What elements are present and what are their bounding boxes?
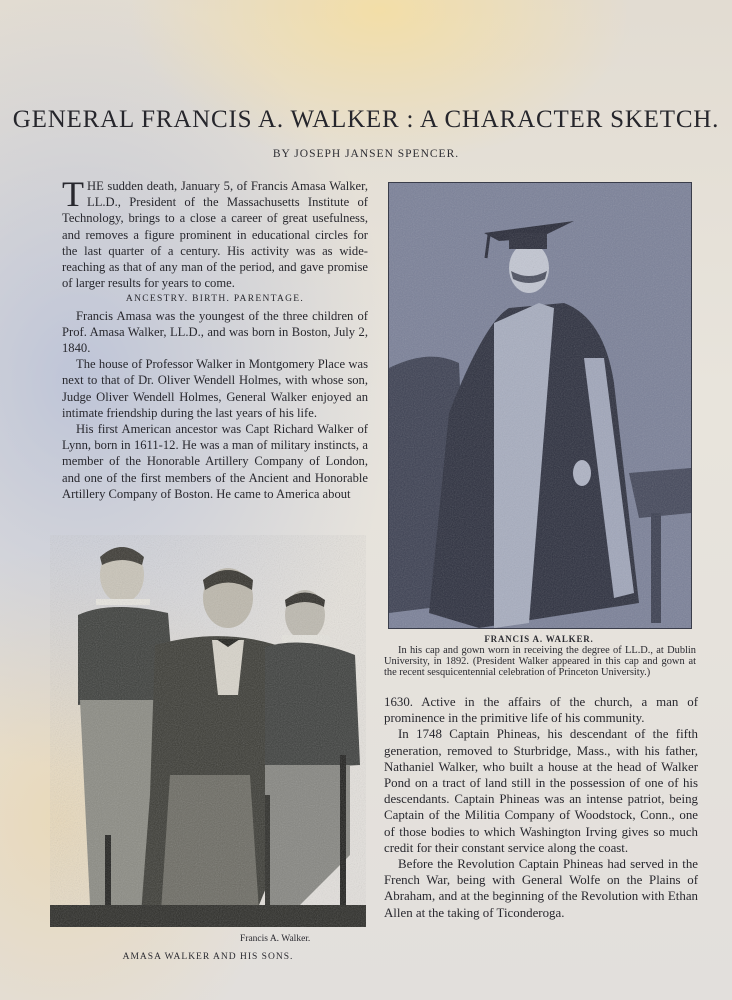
right-text-column	[384, 694, 698, 921]
paragraph: 1630. Active in the affairs of the church, a man of prominence in the primitive life of his community.	[384, 695, 698, 726]
photo-amasa-walker-and-sons	[50, 535, 366, 927]
portrait-caption-title: FRANCIS A. WALKER.	[484, 634, 594, 644]
drop-cap: T	[62, 174, 84, 214]
portrait-illustration	[389, 183, 691, 628]
paragraph: His first American ancestor was Capt Richard Walker of Lynn, born in 1611-12. He was a man of military instincts, a member of the Honorable Artillery Company of London, and one of the first members of the Ancient and Honorable Artillery Company of Boston. He came to America about	[62, 422, 368, 501]
family-photo-caption: AMASA WALKER AND HIS SONS.	[122, 952, 294, 962]
photo-name-label: Francis A. Walker.	[240, 934, 311, 944]
paragraph: Before the Revolution Captain Phineas had served in the French War, being with General Wolfe on the Plains of Abraham, and at the beginning of the Revolution with Ethan Allen at the taking of Ticonderoga.	[384, 857, 698, 920]
byline: BY JOSEPH JANSEN SPENCER.	[272, 148, 460, 160]
paragraph: In 1748 Captain Phineas, his descendant of the fifth generation, removed to Sturbridge, Mass., with his father, Nathaniel Walker, who built a house at the head of Walker Pond on a tract of land still in the possession of one of his descendants. Captain Phineas was an intense patriot, being Captain of the Militia Company of Woodstock, Conn., one of those bodies to which Washington Irving gives so much credit for their constant service along the coast.	[384, 727, 698, 855]
article-title: GENERAL FRANCIS A. WALKER : A CHARACTER SKETCH.	[12, 106, 720, 133]
left-text-column	[62, 174, 368, 502]
section-subhead: ANCESTRY. BIRTH. PARENTAGE.	[125, 294, 305, 305]
intro-paragraph: THE sudden death, January 5, of Francis Amasa Walker, LL.D., President of the Massachusetts Institute of Technology, brings to a close a career of great usefulness, and removes a figure prominent in educational circles for the last quarter of a century. His activity was as wide-reaching as that of any man of the period, and gave promise of larger results for years to come.	[62, 174, 368, 291]
paragraph: The house of Professor Walker in Montgomery Place was next to that of Dr. Oliver Wendell Holmes, with whose son, Judge Oliver Wendell Holmes, General Walker enjoyed an intimate friendship during the last years of his life.	[62, 357, 368, 420]
portrait-caption-body: In his cap and gown worn in receiving the degree of LL.D., at Dublin University, in 1892. (President Walker appeared in this cap and gown at the recent sesquicentennial celebration of Princeton University.)	[384, 645, 696, 679]
portrait-francis-walker	[388, 182, 692, 629]
family-photo-illustration	[50, 535, 366, 927]
paragraph: Francis Amasa was the youngest of the three children of Prof. Amasa Walker, LL.D., and was born in Boston, July 2, 1840.	[62, 308, 368, 356]
